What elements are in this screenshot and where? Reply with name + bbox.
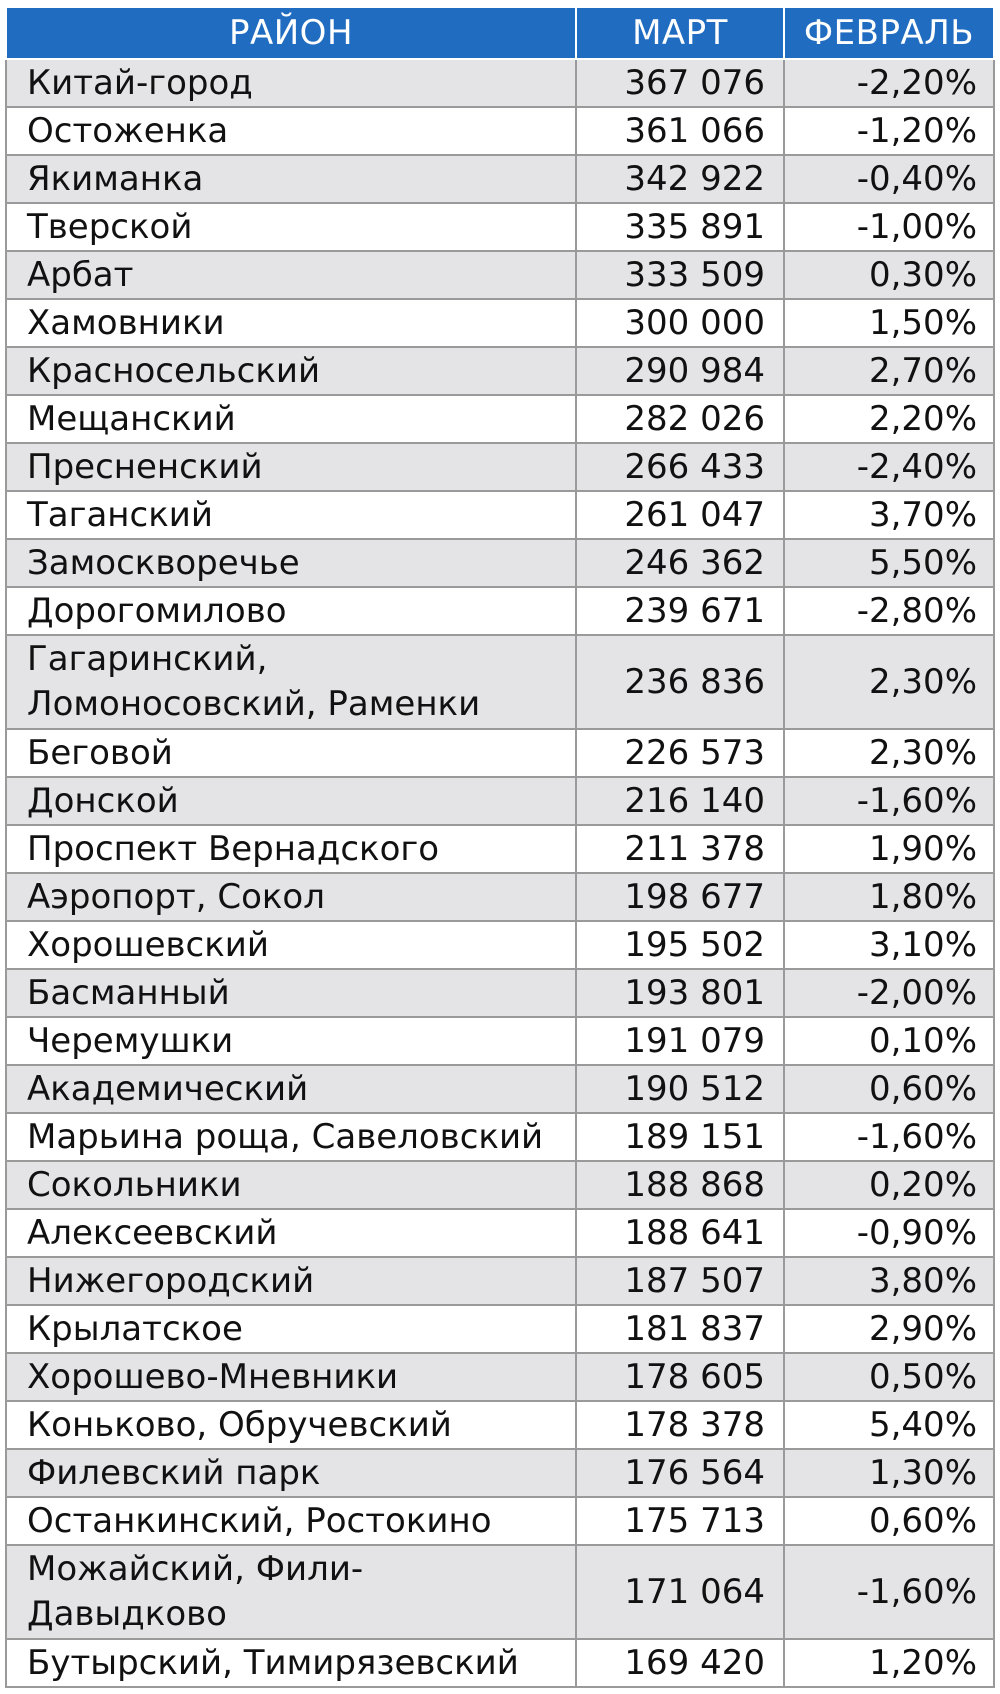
february-change-cell: 0,60% [784, 1065, 994, 1113]
table-row [6, 395, 994, 443]
district-cell: Алексеевский [6, 1209, 576, 1257]
march-value-cell: 211 378 [576, 825, 784, 873]
table-row [6, 1017, 994, 1065]
march-value-cell: 282 026 [576, 395, 784, 443]
february-change-cell: -0,40% [784, 155, 994, 203]
district-cell: Академический [6, 1065, 576, 1113]
february-change-cell: 2,90% [784, 1305, 994, 1353]
february-change-cell: 1,50% [784, 299, 994, 347]
february-change-cell: 0,20% [784, 1161, 994, 1209]
march-value-cell: 176 564 [576, 1449, 784, 1497]
february-change-cell: -2,20% [784, 59, 994, 107]
february-change-cell: 0,50% [784, 1353, 994, 1401]
table-row [6, 203, 994, 251]
table-row [6, 1639, 994, 1687]
district-cell: Хорошево-Мневники [6, 1353, 576, 1401]
district-cell: Мещанский [6, 395, 576, 443]
district-cell: Китай-город [6, 59, 576, 107]
march-value-cell: 226 573 [576, 729, 784, 777]
table-row [6, 1449, 994, 1497]
header-february: ФЕВРАЛЬ [784, 7, 994, 59]
february-change-cell: 5,40% [784, 1401, 994, 1449]
march-value-cell: 189 151 [576, 1113, 784, 1161]
march-value-cell: 335 891 [576, 203, 784, 251]
table-row [6, 1353, 994, 1401]
february-change-cell: -1,60% [784, 777, 994, 825]
february-change-cell: -1,00% [784, 203, 994, 251]
district-cell: Беговой [6, 729, 576, 777]
february-change-cell: -0,90% [784, 1209, 994, 1257]
february-change-cell: 5,50% [784, 539, 994, 587]
february-change-cell: 2,20% [784, 395, 994, 443]
district-cell: Черемушки [6, 1017, 576, 1065]
february-change-cell: 1,80% [784, 873, 994, 921]
district-cell: Хорошевский [6, 921, 576, 969]
march-value-cell: 361 066 [576, 107, 784, 155]
table-row [6, 635, 994, 729]
district-cell: Хамовники [6, 299, 576, 347]
february-change-cell: 1,30% [784, 1449, 994, 1497]
district-cell: Пресненский [6, 443, 576, 491]
district-cell: Крылатское [6, 1305, 576, 1353]
february-change-cell: -1,20% [784, 107, 994, 155]
february-change-cell: 0,30% [784, 251, 994, 299]
march-value-cell: 236 836 [576, 635, 784, 729]
february-change-cell: 3,10% [784, 921, 994, 969]
table-row [6, 1161, 994, 1209]
district-cell: Дорогомилово [6, 587, 576, 635]
header-district: РАЙОН [6, 7, 576, 59]
february-change-cell: 3,70% [784, 491, 994, 539]
table-row [6, 1497, 994, 1545]
table-row [6, 1545, 994, 1639]
table-header-row [6, 7, 994, 59]
table-row [6, 1401, 994, 1449]
march-value-cell: 198 677 [576, 873, 784, 921]
march-value-cell: 300 000 [576, 299, 784, 347]
district-cell: Аэропорт, Сокол [6, 873, 576, 921]
february-change-cell: 3,80% [784, 1257, 994, 1305]
march-value-cell: 178 378 [576, 1401, 784, 1449]
march-value-cell: 216 140 [576, 777, 784, 825]
district-cell: Красносельский [6, 347, 576, 395]
district-cell: Филевский парк [6, 1449, 576, 1497]
february-change-cell: 2,30% [784, 729, 994, 777]
district-cell: Таганский [6, 491, 576, 539]
february-change-cell: 2,30% [784, 635, 994, 729]
march-value-cell: 290 984 [576, 347, 784, 395]
march-value-cell: 171 064 [576, 1545, 784, 1639]
table-row [6, 921, 994, 969]
march-value-cell: 239 671 [576, 587, 784, 635]
table-row [6, 299, 994, 347]
district-price-table [5, 6, 995, 1688]
table-row [6, 1305, 994, 1353]
february-change-cell: -2,00% [784, 969, 994, 1017]
table-row [6, 107, 994, 155]
february-change-cell: 0,10% [784, 1017, 994, 1065]
february-change-cell: 0,60% [784, 1497, 994, 1545]
table-row [6, 491, 994, 539]
march-value-cell: 187 507 [576, 1257, 784, 1305]
table-body [6, 59, 994, 1687]
march-value-cell: 191 079 [576, 1017, 784, 1065]
table-row [6, 443, 994, 491]
header-march: МАРТ [576, 7, 784, 59]
district-cell: Марьина роща, Савеловский [6, 1113, 576, 1161]
district-cell: Проспект Вернадского [6, 825, 576, 873]
march-value-cell: 193 801 [576, 969, 784, 1017]
march-value-cell: 195 502 [576, 921, 784, 969]
march-value-cell: 333 509 [576, 251, 784, 299]
district-cell: Сокольники [6, 1161, 576, 1209]
march-value-cell: 190 512 [576, 1065, 784, 1113]
district-cell: Коньково, Обручевский [6, 1401, 576, 1449]
march-value-cell: 342 922 [576, 155, 784, 203]
february-change-cell: -2,40% [784, 443, 994, 491]
march-value-cell: 367 076 [576, 59, 784, 107]
february-change-cell: -2,80% [784, 587, 994, 635]
march-value-cell: 181 837 [576, 1305, 784, 1353]
march-value-cell: 246 362 [576, 539, 784, 587]
district-cell: Басманный [6, 969, 576, 1017]
march-value-cell: 188 868 [576, 1161, 784, 1209]
district-cell: Донской [6, 777, 576, 825]
district-cell: Нижегородский [6, 1257, 576, 1305]
district-cell: Арбат [6, 251, 576, 299]
table-row [6, 59, 994, 107]
march-value-cell: 188 641 [576, 1209, 784, 1257]
table-row [6, 729, 994, 777]
district-cell: Можайский, Фили-Давыдково [6, 1545, 576, 1639]
table-row [6, 1065, 994, 1113]
table-row [6, 1113, 994, 1161]
march-value-cell: 261 047 [576, 491, 784, 539]
february-change-cell: 1,90% [784, 825, 994, 873]
district-cell: Бутырский, Тимирязевский [6, 1639, 576, 1687]
table-row [6, 969, 994, 1017]
february-change-cell: 1,20% [784, 1639, 994, 1687]
table-row [6, 777, 994, 825]
district-cell: Тверской [6, 203, 576, 251]
february-change-cell: -1,60% [784, 1113, 994, 1161]
table-row [6, 587, 994, 635]
table-row [6, 1257, 994, 1305]
table-row [6, 347, 994, 395]
march-value-cell: 175 713 [576, 1497, 784, 1545]
table-row [6, 251, 994, 299]
table-row [6, 155, 994, 203]
district-cell: Гагаринский, Ломоносовский, Раменки [6, 635, 576, 729]
march-value-cell: 266 433 [576, 443, 784, 491]
district-cell: Остоженка [6, 107, 576, 155]
district-cell: Замоскворечье [6, 539, 576, 587]
district-cell: Якиманка [6, 155, 576, 203]
february-change-cell: 2,70% [784, 347, 994, 395]
district-cell: Останкинский, Ростокино [6, 1497, 576, 1545]
table-row [6, 873, 994, 921]
march-value-cell: 169 420 [576, 1639, 784, 1687]
table-row [6, 1209, 994, 1257]
march-value-cell: 178 605 [576, 1353, 784, 1401]
february-change-cell: -1,60% [784, 1545, 994, 1639]
table-row [6, 539, 994, 587]
table-row [6, 825, 994, 873]
